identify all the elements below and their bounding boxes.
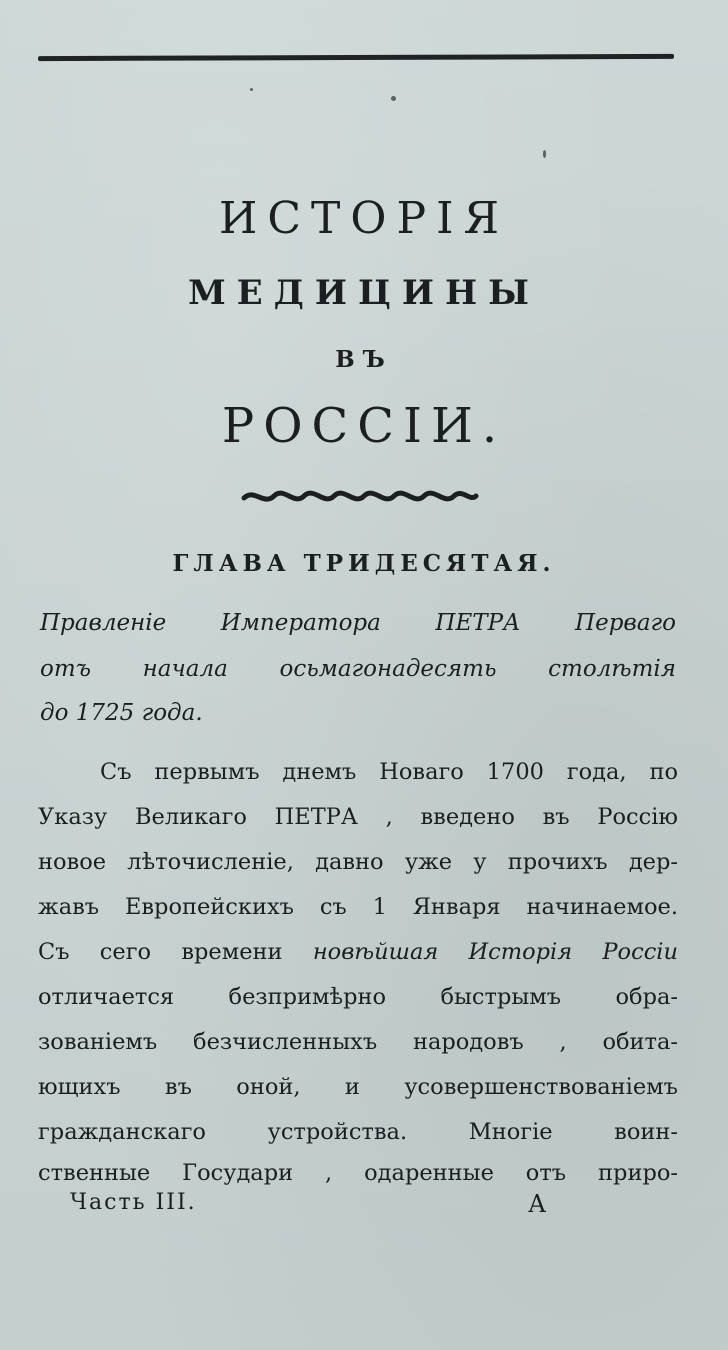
body-line-6: отличается безпримѣрно быстрымъ обра-: [38, 984, 678, 1010]
top-rule: [38, 54, 674, 61]
signature-mark: Часть III.: [70, 1190, 197, 1215]
body-line-5: [38, 934, 678, 970]
body-line-4: жавъ Европейскихъ съ 1 Января начинаемое.: [38, 894, 678, 920]
signature-letter: А: [528, 1190, 547, 1218]
body-line-1: Съ первымъ днемъ Новаго 1700 года, по: [100, 759, 678, 785]
title-line-2: МЕДИЦИНЫ: [188, 273, 540, 313]
subtitle-line-3: до 1725 года.: [40, 700, 203, 726]
wave-ornament: [240, 484, 480, 510]
chapter-heading: ГЛАВА ТРИДЕСЯТАЯ.: [172, 550, 556, 577]
title-line-1: ИСТОРІЯ: [219, 193, 509, 244]
body-line-10: ственные Государи , одаренные отъ приро-: [38, 1160, 678, 1186]
body-line-2: Указу Великаго ПЕТРА , введено въ Россію: [38, 804, 678, 830]
body-line-9: гражданскаго устройства. Многіе воин-: [38, 1119, 678, 1145]
ink-speck: [391, 96, 396, 101]
body-line-5-italic: новѣйшая Исторія Россіи: [312, 939, 678, 965]
body-line-5-roman: Съ сего времени: [38, 939, 283, 965]
body-line-7: зованіемъ безчисленныхъ народовъ , обита-: [38, 1029, 678, 1055]
ink-speck: [543, 150, 546, 158]
subtitle-line-2: отъ начала осьмагонадесять столѣтія: [40, 656, 676, 682]
title-line-3: ВЪ: [335, 346, 393, 373]
ink-speck: [250, 88, 253, 91]
body-line-8: ющихъ въ оной, и усовершенствованіемъ: [38, 1074, 678, 1100]
title-line-4: РОССІИ.: [221, 398, 507, 454]
subtitle-line-1: Правленіе Императора ПЕТРА Перваго: [40, 610, 676, 636]
body-line-3: новое лѣточисленіе, давно уже у прочихъ дер-: [38, 849, 678, 875]
